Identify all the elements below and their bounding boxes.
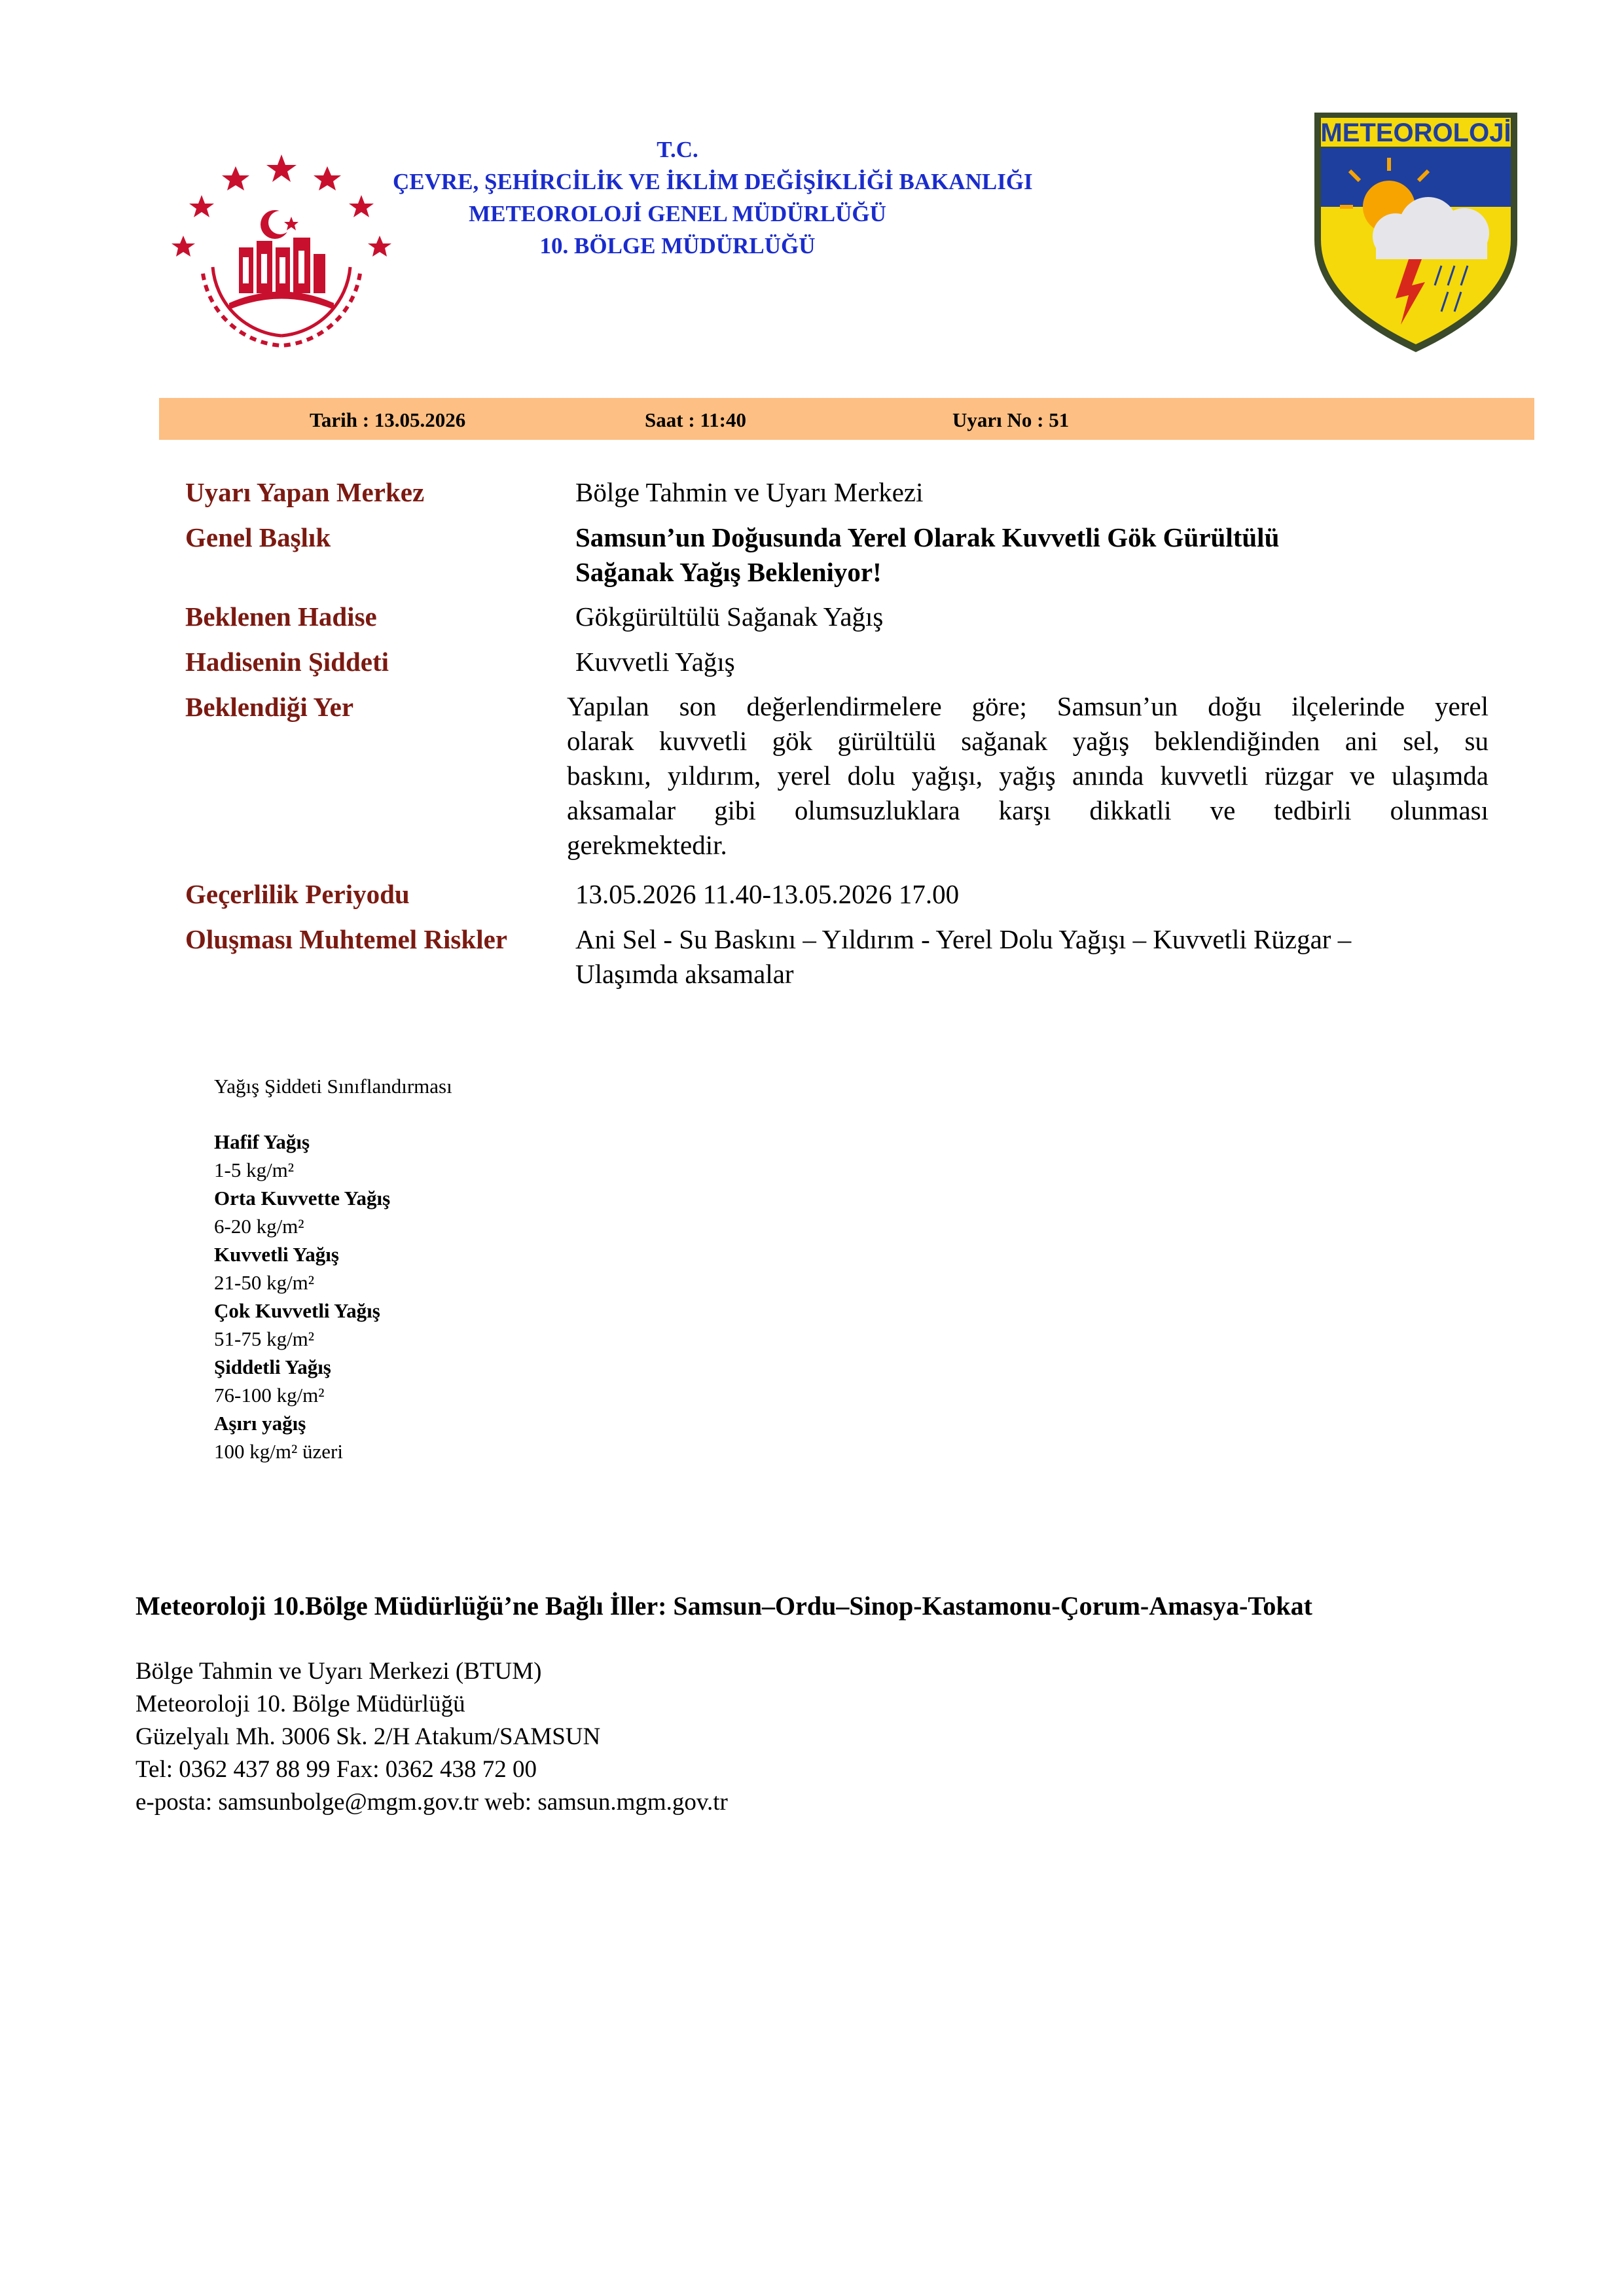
footer-line-1: Bölge Tahmin ve Uyarı Merkezi (BTUM)	[135, 1658, 542, 1685]
risks-line-1: Ani Sel - Su Baskını – Yıldırım - Yerel Dolu Yağışı – Kuvvetli Rüzgar –	[575, 924, 1352, 954]
ministry-emblem-icon	[157, 149, 406, 356]
class-name: Aşırı yağış	[214, 1412, 306, 1435]
place-text	[567, 689, 1489, 863]
class-name: Hafif Yağış	[214, 1130, 310, 1153]
title-label: Genel Başlık	[185, 522, 331, 552]
place-label: Beklendiği Yer	[185, 692, 354, 722]
class-range: 51-75 kg/m²	[214, 1327, 315, 1350]
header-titles	[393, 134, 1033, 262]
title-line-2: Sağanak Yağış Bekleniyor!	[575, 557, 882, 587]
header-line-directorate: METEOROLOJİ GENEL MÜDÜRLÜĞÜ	[469, 201, 886, 226]
footer-line-3: Güzelyalı Mh. 3006 Sk. 2/H Atakum/SAMSUN	[135, 1723, 601, 1750]
risks-label: Oluşması Muhtemel Riskler	[185, 924, 507, 954]
class-range: 76-100 kg/m²	[214, 1384, 325, 1407]
warning-date: Tarih : 13.05.2026	[310, 408, 466, 431]
event-label: Beklenen Hadise	[185, 601, 377, 632]
header-line-tc: T.C.	[657, 137, 698, 162]
warning-time: Saat : 11:40	[645, 408, 746, 431]
center-label: Uyarı Yapan Merkez	[185, 477, 425, 507]
class-name: Kuvvetli Yağış	[214, 1243, 339, 1266]
class-name: Çok Kuvvetli Yağış	[214, 1299, 380, 1322]
class-name: Orta Kuvvette Yağış	[214, 1187, 391, 1210]
place-line-4: aksamalar gibi olumsuzluklara karşı dikkatli ve tedbirli olunması	[567, 795, 1489, 825]
footer-line-4: Tel: 0362 437 88 99 Fax: 0362 438 72 00	[135, 1756, 537, 1783]
footer-provinces: Meteoroloji 10.Bölge Müdürlüğü’ne Bağlı İller: Samsun–Ordu–Sinop-Kastamonu-Çorum-Amasya-Tokat	[135, 1591, 1312, 1621]
center-value: Bölge Tahmin ve Uyarı Merkezi	[575, 477, 924, 507]
class-range: 21-50 kg/m²	[214, 1271, 315, 1294]
period-value: 13.05.2026 11.40-13.05.2026 17.00	[575, 879, 960, 909]
place-line-2: olarak kuvvetli gök gürültülü sağanak yağış beklendiğinden ani sel, su	[567, 726, 1489, 756]
severity-value: Kuvvetli Yağış	[575, 647, 735, 677]
event-value: Gökgürültülü Sağanak Yağış	[575, 601, 884, 632]
period-label: Geçerlilik Periyodu	[185, 879, 410, 909]
header-line-ministry: ÇEVRE, ŞEHİRCİLİK VE İKLİM DEĞİŞİKLİĞİ BAKANLIĞI	[393, 169, 1033, 194]
header-line-region: 10. BÖLGE MÜDÜRLÜĞÜ	[539, 233, 816, 259]
severity-label: Hadisenin Şiddeti	[185, 647, 389, 677]
title-line-1: Samsun’un Doğusunda Yerel Olarak Kuvvetli Gök Gürültülü	[575, 522, 1280, 552]
footer-line-2: Meteoroloji 10. Bölge Müdürlüğü	[135, 1691, 465, 1717]
place-line-5: gerekmektedir.	[567, 830, 727, 860]
warning-info-bar	[159, 398, 1534, 440]
class-range: 6-20 kg/m²	[214, 1215, 304, 1238]
class-range: 1-5 kg/m²	[214, 1158, 295, 1181]
class-name: Şiddetli Yağış	[214, 1355, 331, 1378]
shield-logo-text: METEOROLOJİ	[1320, 118, 1511, 147]
risks-line-2: Ulaşımda aksamalar	[575, 959, 794, 989]
classification-heading: Yağış Şiddeti Sınıflandırması	[214, 1075, 452, 1098]
footer-line-5: e-posta: samsunbolge@mgm.gov.tr web: samsun.mgm.gov.tr	[135, 1789, 728, 1816]
meteorology-shield-icon	[1310, 109, 1521, 356]
warning-number: Uyarı No : 51	[952, 408, 1070, 431]
place-line-3: baskını, yıldırım, yerel dolu yağışı, yağış anında kuvvetli rüzgar ve ulaşımda	[567, 761, 1489, 791]
place-line-1: Yapılan son değerlendirmelere göre; Samsun’un doğu ilçelerinde yerel	[567, 691, 1489, 721]
class-range: 100 kg/m² üzeri	[214, 1440, 343, 1463]
